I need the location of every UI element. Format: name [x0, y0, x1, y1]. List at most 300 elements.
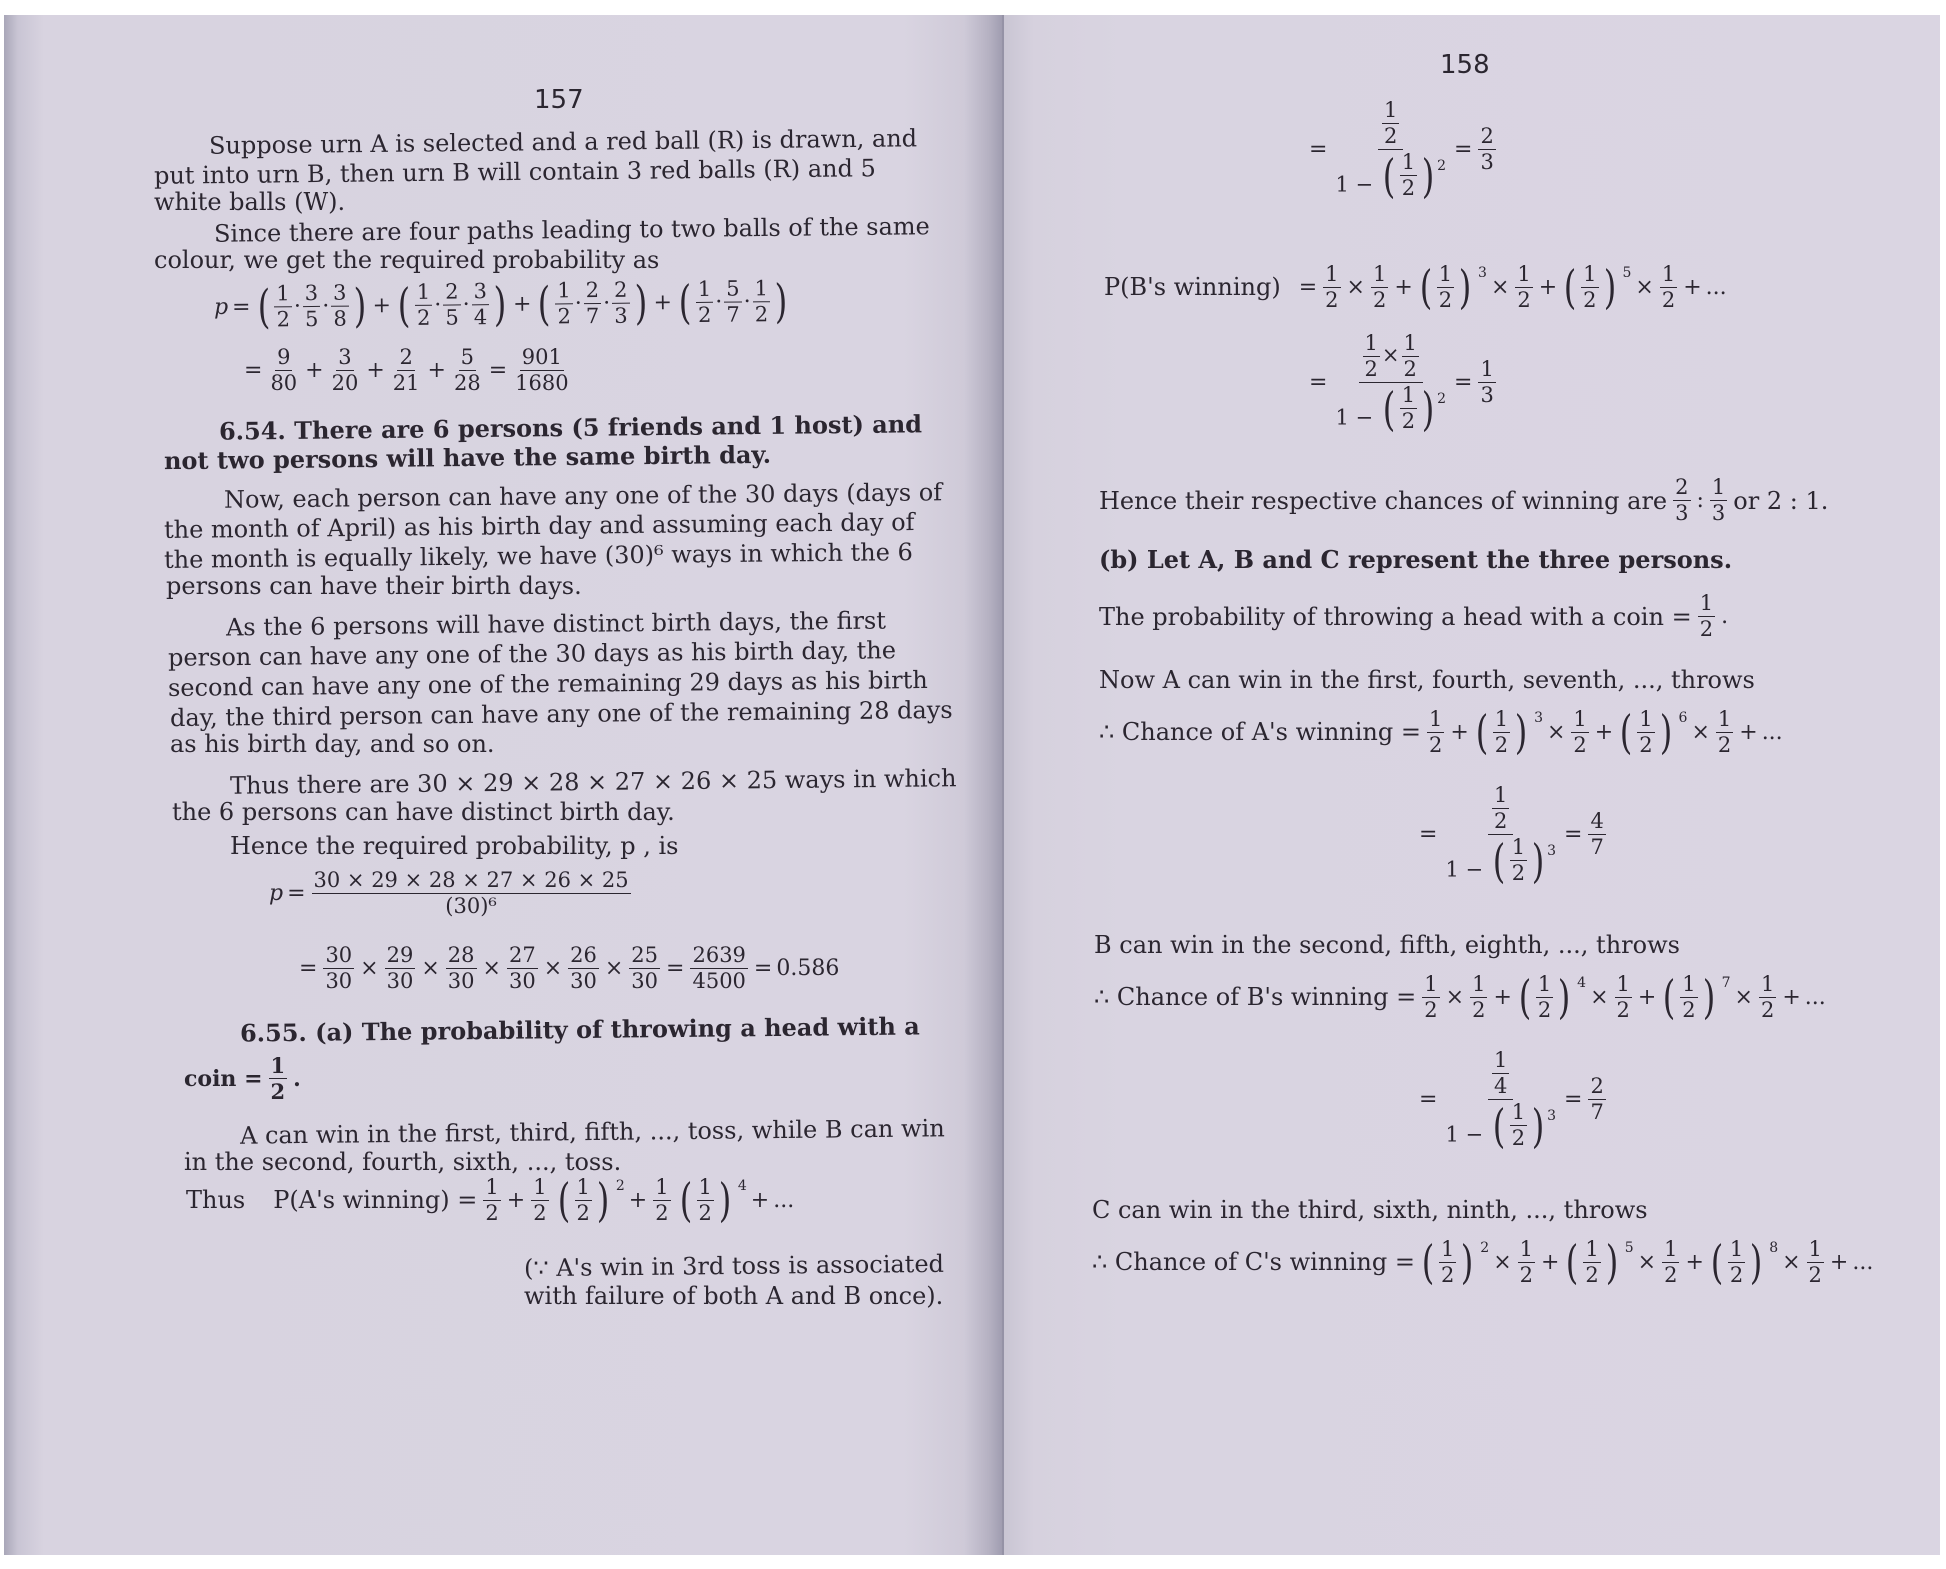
denominator: 2: [576, 1200, 590, 1225]
fraction: [1492, 1050, 1509, 1097]
numerator: 1: [1664, 1236, 1678, 1261]
denominator: 21: [392, 371, 420, 395]
denominator: 30: [447, 969, 475, 993]
denominator: 2: [1537, 997, 1552, 1022]
fraction: [391, 347, 422, 394]
equation-chance-b-result: [1419, 1050, 1608, 1149]
fraction: [555, 277, 573, 328]
numerator: 1: [1403, 331, 1417, 355]
denominator: 2: [1664, 1262, 1678, 1287]
numerator: 27: [508, 943, 536, 967]
parenthesized-term: [1417, 260, 1474, 314]
numerator: 2: [1675, 475, 1689, 499]
denominator: 5: [304, 306, 319, 331]
section-heading-6-55a: 6.55. (a) The probability of throwing a head with a: [239, 1011, 920, 1048]
math-symbol: +: [366, 358, 385, 383]
denominator: 2: [1699, 617, 1714, 641]
numerator: 1: [270, 1053, 286, 1078]
math-symbol: 1: [1335, 405, 1349, 430]
numerator: [1488, 785, 1513, 835]
paragraph-line: second can have any one of the remaining 29 days as his birth: [167, 666, 928, 702]
math-symbol: ·: [434, 292, 442, 318]
parenthesized-term: [555, 1173, 612, 1227]
math-symbol: ×: [543, 956, 563, 981]
math-symbol: =: [287, 881, 306, 906]
numerator: ( 1: [1639, 706, 1653, 731]
fraction: [274, 280, 292, 331]
exponent: 2: [615, 1178, 625, 1194]
fraction: [1443, 785, 1558, 884]
denominator: 2: [533, 1200, 547, 1225]
fraction: [1807, 1236, 1824, 1287]
parenthesized-term: [1563, 1235, 1620, 1289]
fraction: [1333, 100, 1448, 199]
denominator: 2: [485, 1200, 499, 1225]
math-symbol: +: [750, 1187, 770, 1213]
parenthesized-term: [1380, 152, 1437, 199]
term-group: [395, 277, 510, 332]
numerator: 1: [485, 1174, 499, 1199]
numerator: ( 1: [1682, 971, 1696, 996]
numerator: 1: [1325, 261, 1339, 286]
equation-chance-c: [1092, 1235, 1873, 1289]
fraction: [1728, 1236, 1745, 1287]
math-symbol: +: [1782, 984, 1801, 1010]
numerator: 1: [1699, 591, 1714, 615]
denominator: 2: [1440, 1262, 1455, 1287]
math-symbol: ×: [1490, 274, 1510, 300]
fraction: [1660, 261, 1677, 312]
math-symbol: −: [1465, 1122, 1484, 1147]
math-symbol: +: [372, 292, 392, 318]
math-symbol: +: [1594, 719, 1614, 745]
note-line: with failure of both A and B once).: [524, 1282, 944, 1310]
numerator: ( 1: [1511, 835, 1526, 859]
section-heading-6-54: 6.54. There are 6 persons (5 friends and 1 host) and: [218, 409, 923, 446]
denominator: 2: [1424, 997, 1438, 1022]
paragraph-line: Now, each person can have any one of the 30 days (days of: [223, 478, 943, 514]
exponent: 2: [1437, 157, 1446, 174]
math-symbol: +: [1538, 274, 1558, 300]
math-symbol: ·: [715, 289, 723, 315]
paragraph-line: B can win in the second, fifth, eighth, ..., throws: [1094, 931, 1680, 959]
math-symbol: −: [1355, 172, 1374, 197]
math-symbol: +: [1541, 1249, 1560, 1275]
numerator: 3: [303, 282, 321, 306]
math-symbol: =: [299, 956, 318, 981]
math-symbol: =: [1564, 822, 1583, 847]
numerator: ( 1: [1511, 1100, 1526, 1124]
parenthesized-term: [1490, 1102, 1547, 1149]
paragraph-line: Now A can win in the first, fourth, seventh, ..., throws: [1099, 666, 1755, 694]
numerator: [1359, 333, 1423, 383]
math-symbol: ×: [482, 956, 501, 981]
math-symbol: +: [506, 1187, 526, 1213]
fraction: [415, 281, 433, 328]
equation-birthday-fraction: [269, 870, 633, 917]
fraction: [1492, 785, 1509, 832]
math-symbol: .: [1721, 604, 1729, 629]
math-symbol: +: [1493, 984, 1512, 1010]
denominator: 2: [1325, 287, 1339, 312]
numerator: 26: [570, 943, 597, 967]
numerator: 2639: [692, 943, 746, 967]
numerator: ( 1: [274, 283, 292, 307]
numerator: 5: [460, 345, 474, 369]
numerator: 1: [1494, 1048, 1508, 1072]
denominator: 30: [631, 969, 659, 993]
paragraph-line: person can have any one of the 30 days as his birth day, the: [167, 636, 897, 672]
denominator: 28: [453, 371, 481, 395]
denominator: 2: [1511, 1126, 1526, 1150]
math-symbol: =: [1309, 137, 1328, 162]
numerator: 2: [1480, 124, 1494, 148]
numerator: 1: [1711, 475, 1726, 499]
math-symbol: +: [305, 358, 324, 383]
paragraph-line: As the 6 persons will have distinct birth days, the first: [225, 606, 887, 642]
math-symbol: The probability of throwing a head with a coin =: [1099, 602, 1692, 631]
denominator: 5: [445, 304, 459, 330]
variable-p: p: [213, 294, 229, 320]
numerator: 1: [752, 278, 770, 302]
fraction: [1400, 152, 1417, 199]
math-symbol: ×: [1493, 1249, 1512, 1275]
fraction: [507, 945, 538, 992]
paragraph-line: in the second, fourth, sixth, ..., toss.: [184, 1148, 622, 1176]
fraction: [1333, 333, 1448, 432]
fraction: [1716, 706, 1733, 757]
equation-pb-winning: [1104, 260, 1727, 314]
fraction: [1422, 971, 1439, 1022]
denominator: 2: [1511, 861, 1526, 885]
denominator: 7: [726, 302, 740, 327]
numerator: ( 1: [555, 280, 573, 304]
numerator: ( 1: [1583, 261, 1597, 286]
fraction: [1662, 1236, 1679, 1287]
math-symbol: p: [269, 881, 284, 906]
fraction: [697, 1174, 714, 1225]
math-symbol: ×: [1590, 984, 1609, 1010]
paragraph-line: Since there are four paths leading to two balls of the same: [213, 212, 930, 248]
math-symbol: ∴ Chance of C's winning =: [1092, 1248, 1415, 1276]
numerator: 1: [533, 1174, 547, 1199]
paragraph-line: day, the third person can have any one of the remaining 28 days: [169, 695, 953, 733]
exponent: 6: [1678, 710, 1688, 726]
math-symbol: ...: [1852, 1249, 1874, 1275]
numerator: 2: [399, 345, 413, 369]
fraction: [1515, 261, 1532, 312]
math-symbol: 1: [1335, 172, 1349, 197]
numerator: 1: [655, 1174, 669, 1199]
denominator: 2: [1808, 1262, 1822, 1287]
denominator: 2: [1616, 997, 1630, 1022]
math-symbol: ·: [322, 293, 330, 319]
denominator: [1443, 835, 1558, 884]
numerator: 5: [724, 278, 742, 302]
fraction: [1478, 126, 1495, 173]
math-symbol: ×: [1734, 984, 1753, 1010]
math-symbol: ·: [574, 290, 582, 316]
numerator: ( 1: [1440, 1236, 1455, 1261]
math-symbol: ∴ Chance of A's winning =: [1099, 718, 1421, 746]
fraction: [1518, 1236, 1535, 1287]
fraction: [531, 1174, 548, 1225]
denominator: 2: [1494, 732, 1509, 757]
math-symbol: ·: [603, 290, 611, 316]
denominator: 3: [1480, 383, 1494, 407]
coin-probability: [184, 1055, 301, 1102]
fraction: [629, 945, 660, 992]
denominator: 2: [1384, 124, 1398, 148]
numerator: 1: [1661, 261, 1676, 286]
denominator: 2: [276, 306, 291, 331]
denominator: 4: [473, 304, 488, 329]
numerator: 1: [1428, 706, 1443, 731]
equation-birthday-product: [299, 945, 839, 992]
denominator: 2: [698, 1200, 712, 1225]
term-group: [535, 275, 650, 330]
numerator: 1: [1517, 261, 1531, 286]
equation-chance-b: [1094, 970, 1826, 1024]
fraction: [1437, 261, 1454, 312]
fraction: [1710, 477, 1727, 524]
fraction: [1382, 100, 1399, 147]
fraction: [1673, 477, 1690, 524]
fraction: [1427, 706, 1444, 757]
paragraph-line: put into urn B, then urn B will contain 3 red balls (R) and 5: [153, 154, 876, 190]
left-page: [4, 15, 1004, 1555]
fraction: [1478, 359, 1495, 406]
denominator: 2: [1585, 1262, 1599, 1287]
math-symbol: +: [1394, 274, 1413, 300]
denominator: 2: [1517, 287, 1531, 312]
paragraph-line: A can win in the first, third, fifth, ..., toss, while B can win: [239, 1114, 945, 1150]
numerator: 1: [1573, 706, 1587, 731]
math-symbol: ∴ Chance of B's winning =: [1094, 983, 1417, 1011]
fraction: [331, 282, 349, 329]
math-symbol: ×: [1445, 984, 1465, 1010]
parenthesized-term: [1490, 837, 1547, 884]
denominator: 2: [697, 302, 712, 327]
denominator: 4: [1494, 1074, 1508, 1098]
numerator: 1: [1760, 971, 1775, 996]
math-symbol: −: [1465, 857, 1484, 882]
math-symbol: ...: [1705, 274, 1727, 300]
math-symbol: +: [512, 291, 532, 317]
exponent: 8: [1769, 1240, 1779, 1256]
denominator: [1443, 1100, 1558, 1149]
fraction: [1698, 593, 1715, 640]
math-symbol: ...: [1761, 719, 1783, 745]
numerator: 1: [1808, 1236, 1822, 1261]
numerator: 25: [631, 943, 659, 967]
fraction: [653, 1174, 670, 1225]
math-symbol: +: [427, 358, 446, 383]
page-number: 158: [1440, 50, 1490, 80]
denominator: 30: [325, 969, 353, 993]
numerator: 4: [1590, 809, 1604, 833]
fraction: [1510, 837, 1527, 884]
denominator: 2: [557, 303, 572, 328]
fraction: [1615, 971, 1632, 1022]
numerator: 1: [1494, 783, 1508, 807]
fraction: [268, 347, 299, 394]
denominator: 2: [1403, 357, 1417, 381]
exponent: 7: [1721, 975, 1731, 991]
math-symbol: ×: [1691, 719, 1710, 745]
denominator: 2: [270, 1079, 286, 1104]
exponent: 3: [1547, 1107, 1556, 1124]
fraction: [1588, 811, 1605, 858]
numerator: 3: [471, 281, 489, 305]
math-symbol: ...: [1804, 984, 1826, 1010]
exponent: 2: [1437, 390, 1446, 407]
numerator: 1: [1384, 98, 1398, 122]
denominator: 2: [1661, 287, 1676, 312]
exponent: 5: [1624, 1240, 1634, 1256]
numerator: 1: [1519, 1236, 1534, 1261]
fraction: [323, 945, 354, 992]
exponent: 5: [1622, 265, 1632, 281]
math-symbol: 1: [1445, 857, 1459, 882]
fraction: [1439, 1236, 1456, 1287]
equals-sign: =: [231, 294, 251, 320]
fraction: [452, 347, 483, 394]
numerator: 1: [1424, 971, 1438, 996]
equation-pb-result: [1309, 333, 1498, 432]
paragraph-line: persons can have their birth days.: [166, 572, 582, 600]
denominator: 2: [1729, 1262, 1744, 1287]
denominator: 2: [416, 305, 431, 330]
numerator: ( 1: [698, 1174, 712, 1199]
fraction: [1402, 333, 1419, 380]
math-symbol: +: [1739, 719, 1758, 745]
fraction: [1536, 971, 1553, 1022]
paragraph-line: the month is equally likely, we have (30)⁶ ways in which the 6: [163, 538, 913, 574]
denominator: 7: [1590, 1100, 1604, 1124]
parenthesized-term: [1561, 260, 1618, 314]
math-symbol: +: [1685, 1249, 1704, 1275]
math-symbol: 1: [1445, 1122, 1459, 1147]
paragraph-line: colour, we get the required probability as: [154, 246, 660, 274]
numerator: 2: [584, 279, 602, 303]
denominator: 2: [1372, 287, 1387, 312]
math-symbol: ...: [773, 1187, 795, 1213]
math-symbol: =: [488, 358, 508, 383]
math-symbol: =: [666, 956, 685, 981]
math-symbol: :: [1696, 488, 1704, 513]
fraction: [575, 1174, 592, 1225]
paragraph-line: as his birth day, and so on.: [170, 730, 495, 758]
numerator: 30: [325, 943, 353, 967]
fraction: [1443, 1050, 1558, 1149]
math-symbol: coin =: [184, 1065, 263, 1092]
exponent: 4: [737, 1178, 747, 1194]
numerator: [1378, 100, 1403, 150]
numerator: 3: [338, 345, 352, 369]
numerator: ( 1: [1494, 706, 1509, 731]
denominator: 2: [754, 301, 769, 326]
numerator: 1: [1717, 706, 1732, 731]
numerator: ( 1: [1585, 1236, 1599, 1261]
fraction: [1493, 706, 1510, 757]
denominator: 30: [570, 969, 597, 993]
equation-chance-a: [1099, 705, 1783, 759]
fraction: [446, 945, 477, 992]
numerator: 1: [1616, 971, 1630, 996]
math-symbol: =: [244, 358, 263, 383]
numerator: ( 1: [1438, 261, 1453, 286]
numerator: 30 × 29 × 28 × 27 × 26 × 25: [313, 868, 629, 892]
parenthesized-term: [677, 1173, 734, 1227]
denominator: 2: [1438, 287, 1453, 312]
paragraph-line: white balls (W).: [154, 188, 346, 216]
math-symbol: −: [1355, 405, 1374, 430]
math-symbol: +: [1637, 984, 1657, 1010]
math-symbol: ×: [604, 956, 624, 981]
denominator: 2: [1494, 809, 1508, 833]
numerator: ( 1: [1401, 150, 1416, 174]
math-symbol: ×: [1546, 719, 1566, 745]
denominator: 3: [614, 303, 628, 328]
denominator: 2: [1428, 732, 1443, 757]
fraction: [690, 945, 747, 992]
math-symbol: ×: [1346, 274, 1365, 300]
numerator: 1: [1480, 357, 1494, 381]
numerator: 901: [521, 345, 562, 369]
denominator: 2: [1639, 732, 1653, 757]
math-symbol: P(B's winning): [1104, 273, 1281, 301]
term-group: [676, 274, 791, 329]
parenthesized-term: [1516, 970, 1573, 1024]
math-symbol: ×: [1637, 1249, 1657, 1275]
denominator: 2: [1401, 176, 1416, 200]
denominator: 2: [1364, 357, 1378, 381]
fraction: [1323, 261, 1340, 312]
fraction: [1400, 385, 1417, 432]
math-symbol: ×: [1635, 274, 1654, 300]
denominator: 3: [1711, 501, 1726, 525]
math-symbol: =: [753, 956, 773, 981]
denominator: 2: [1401, 409, 1416, 433]
book-spread: [4, 15, 1940, 1555]
fraction: [1571, 706, 1588, 757]
math-symbol: =: [1454, 370, 1473, 395]
page-number: 157: [534, 85, 584, 115]
fraction: [1510, 1102, 1527, 1149]
numerator: 3: [331, 282, 349, 306]
denominator: 4500: [692, 969, 746, 993]
fraction: [269, 1055, 288, 1102]
fraction: [1583, 1236, 1600, 1287]
denominator: (30)⁶: [445, 894, 497, 918]
math-symbol: Thus: [186, 1186, 246, 1214]
equation-chance-a-result: [1419, 785, 1608, 884]
numerator: ( 1: [415, 281, 433, 305]
fraction: [385, 945, 416, 992]
math-symbol: +: [1683, 274, 1702, 300]
denominator: 2: [1682, 997, 1696, 1022]
paragraph-line: Thus there are 30 × 29 × 28 × 27 × 26 × 25 ways in which: [229, 764, 957, 800]
denominator: 2: [1472, 997, 1486, 1022]
math-symbol: or 2 : 1.: [1733, 486, 1829, 515]
denominator: 30: [386, 969, 414, 993]
denominator: 2: [1717, 732, 1732, 757]
math-symbol: ·: [293, 293, 302, 319]
fraction: [330, 347, 361, 394]
fraction: [1581, 261, 1598, 312]
denominator: 2: [1519, 1262, 1534, 1287]
